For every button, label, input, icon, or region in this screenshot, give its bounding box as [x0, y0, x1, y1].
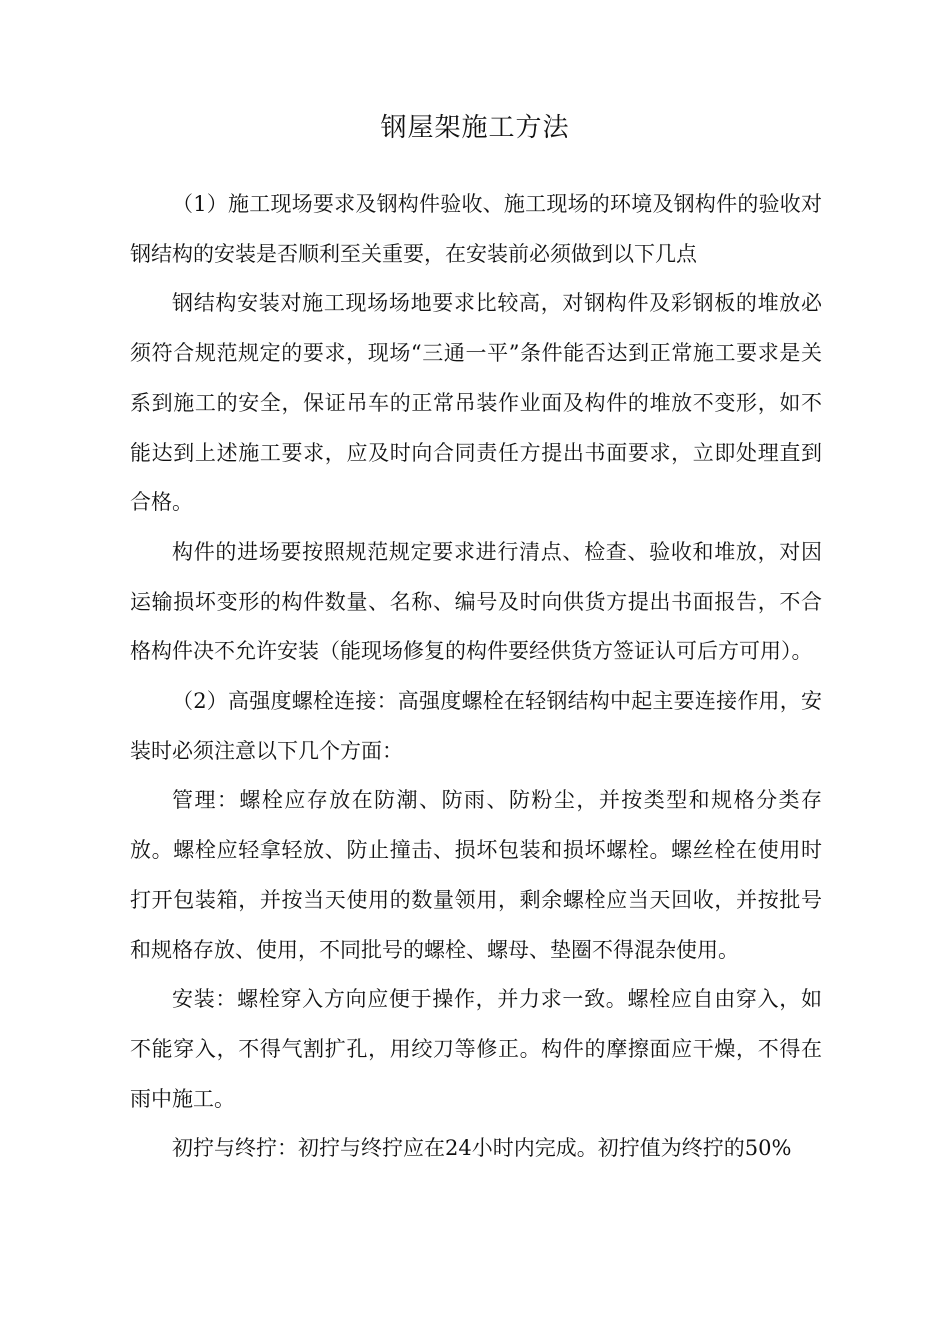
paragraph-bolt-management: 管理：螺栓应存放在防潮、防雨、防粉尘，并按类型和规格分类存放。螺栓应轻拿轻放、防止撞击、损坏包装和损坏螺栓。螺丝栓在使用时打开包装箱，并按当天使用的数量领用，剩余螺栓应当天回收，并按批号和规格存放、使用，不同批号的螺栓、螺母、垫圈不得混杂使用。	[130, 788, 822, 962]
paragraph-site-conditions: 钢结构安装对施工现场场地要求比较高，对钢构件及彩钢板的堆放必须符合规范规定的要求，现场“三通一平”条件能否达到正常施工要求是关系到施工的安全，保证吊车的正常吊装作业面及构件的堆放不变形，如不能达到上述施工要求，应及时向合同责任方提出书面要求，立即处理直到合格。	[130, 291, 822, 515]
paragraph-bolt-installation: 安装：螺栓穿入方向应便于操作，并力求一致。螺栓应自由穿入，如不能穿入，不得气割扩孔，用绞刀等修正。构件的摩擦面应干燥，不得在雨中施工。	[130, 987, 822, 1111]
paragraph-component-inspection: 构件的进场要按照规范规定要求进行清点、检查、验收和堆放，对因运输损坏变形的构件数量、名称、编号及时向供货方提出书面报告，不合格构件决不允许安装（能现场修复的构件要经供货方签证认可后方可用）。	[130, 539, 822, 664]
paragraph-bolt-connection: （2）高强度螺栓连接：高强度螺栓在轻钢结构中起主要连接作用，安装时必须注意以下几个方面：	[130, 689, 822, 763]
document-body	[130, 180, 822, 1174]
paragraph-tightening: 初拧与终拧：初拧与终拧应在24小时内完成。初拧值为终拧的50%	[172, 1136, 792, 1161]
paragraph-site-requirements: （1）施工现场要求及钢构件验收、施工现场的环境及钢构件的验收对钢结构的安装是否顺利至关重要，在安装前必须做到以下几点	[130, 192, 822, 266]
document-title: 钢屋架施工方法	[380, 113, 570, 143]
